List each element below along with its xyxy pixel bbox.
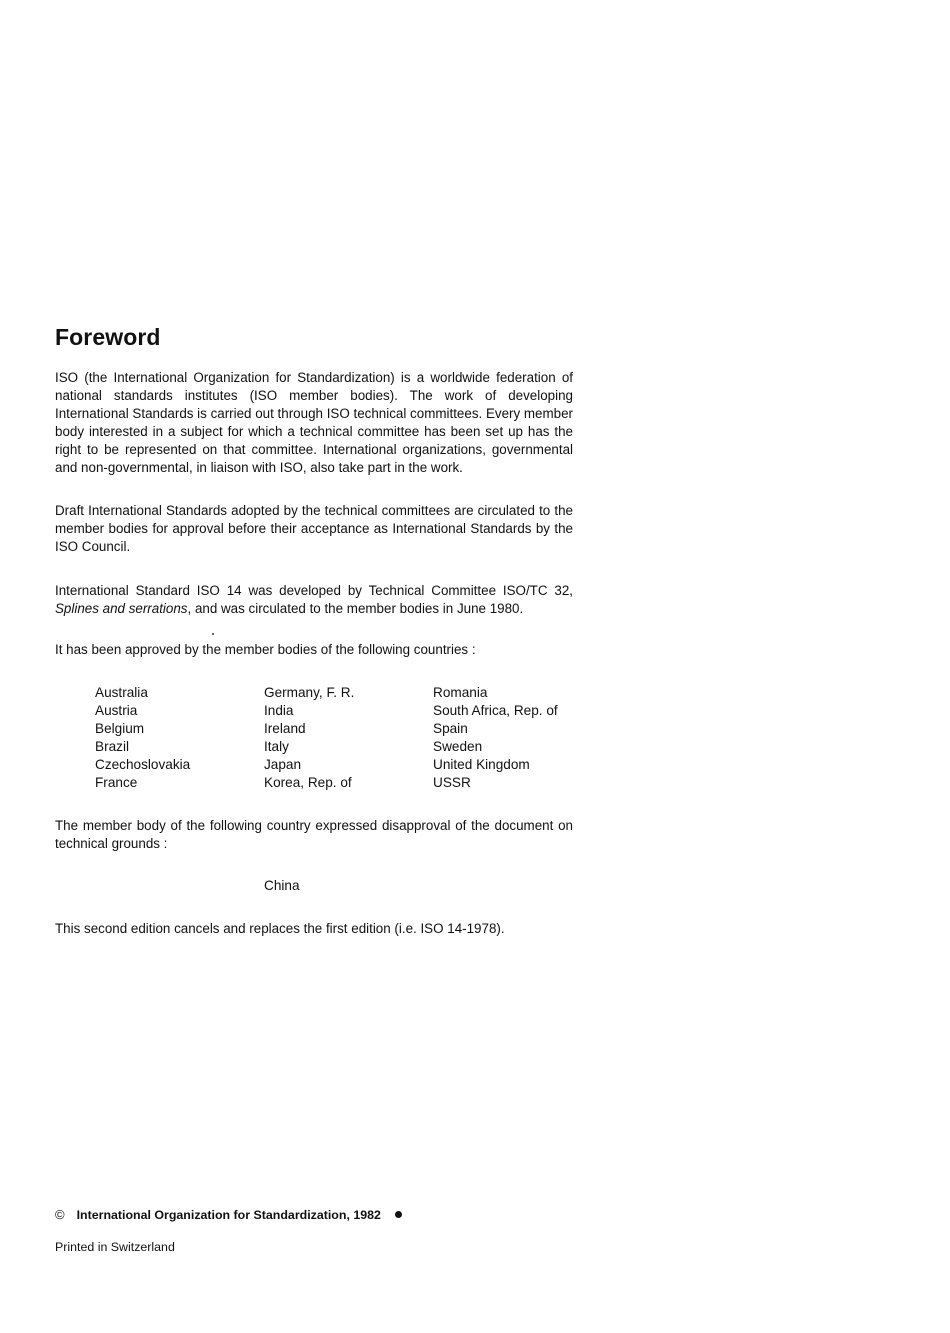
country-item: Korea, Rep. of (264, 775, 352, 790)
country-item: Sweden (433, 739, 483, 754)
committee-title: Splines and serrations (55, 601, 188, 616)
foreword-paragraph-development (55, 582, 573, 618)
printed-location: Printed in Switzerland (55, 1240, 175, 1254)
country-item: Australia (95, 685, 148, 700)
countries-column-3 (433, 684, 558, 792)
country-item: Czechoslovakia (95, 757, 191, 772)
country-item: Ireland (264, 721, 306, 736)
page-title: Foreword (55, 324, 161, 350)
copyright-text: International Organization for Standardization, 1982 (76, 1207, 381, 1222)
bullet-icon (395, 1211, 402, 1218)
foreword-paragraph-iso-federation: ISO (the International Organization for Standardization) is a worldwide federation of national standards institutes (ISO member bodies). The work of developing International Standards is carried out through ISO technical committees. Every member body interested in a subject for which a technical committee has been set up has the right to be represented on that committee. International organizations, governmental and non-governmental, in liaison with ISO, also take part in the work. (55, 370, 574, 475)
country-item: Brazil (95, 739, 129, 754)
country-item: Italy (264, 739, 289, 754)
country-item: Spain (433, 721, 468, 736)
foreword-paragraph-edition: This second edition cancels and replaces the first edition (i.e. ISO 14-1978). (55, 921, 505, 936)
development-text-end: , and was circulated to the member bodies in June 1980. (187, 601, 524, 616)
country-item: Germany, F. R. (264, 685, 355, 700)
copyright-line (55, 1207, 402, 1222)
countries-column-2 (264, 684, 354, 792)
foreword-paragraph-approval: It has been approved by the member bodies of the following countries : (55, 642, 476, 657)
country-item: USSR (433, 775, 471, 790)
disapproving-country: China (264, 878, 300, 893)
copyright-symbol: © (55, 1207, 65, 1222)
countries-column-1 (95, 684, 190, 792)
country-item: Romania (433, 685, 488, 700)
country-item: France (95, 775, 138, 790)
foreword-paragraph-draft-standards: Draft International Standards adopted by the technical committees are circulated to the member bodies for approval before their acceptance as International Standards by the ISO Council. (55, 503, 573, 554)
country-item: United Kingdom (433, 757, 530, 772)
country-item: Japan (264, 757, 302, 772)
stray-dot-mark (212, 633, 214, 635)
country-item: South Africa, Rep. of (433, 703, 558, 718)
country-item: India (264, 703, 294, 718)
country-item: Austria (95, 703, 138, 718)
development-text-start: International Standard ISO 14 was developed by Technical Committee ISO/TC 32, (55, 583, 573, 598)
foreword-paragraph-disapproval: The member body of the following country expressed disapproval of the document on technical grounds : (55, 818, 573, 851)
country-item: Belgium (95, 721, 145, 736)
